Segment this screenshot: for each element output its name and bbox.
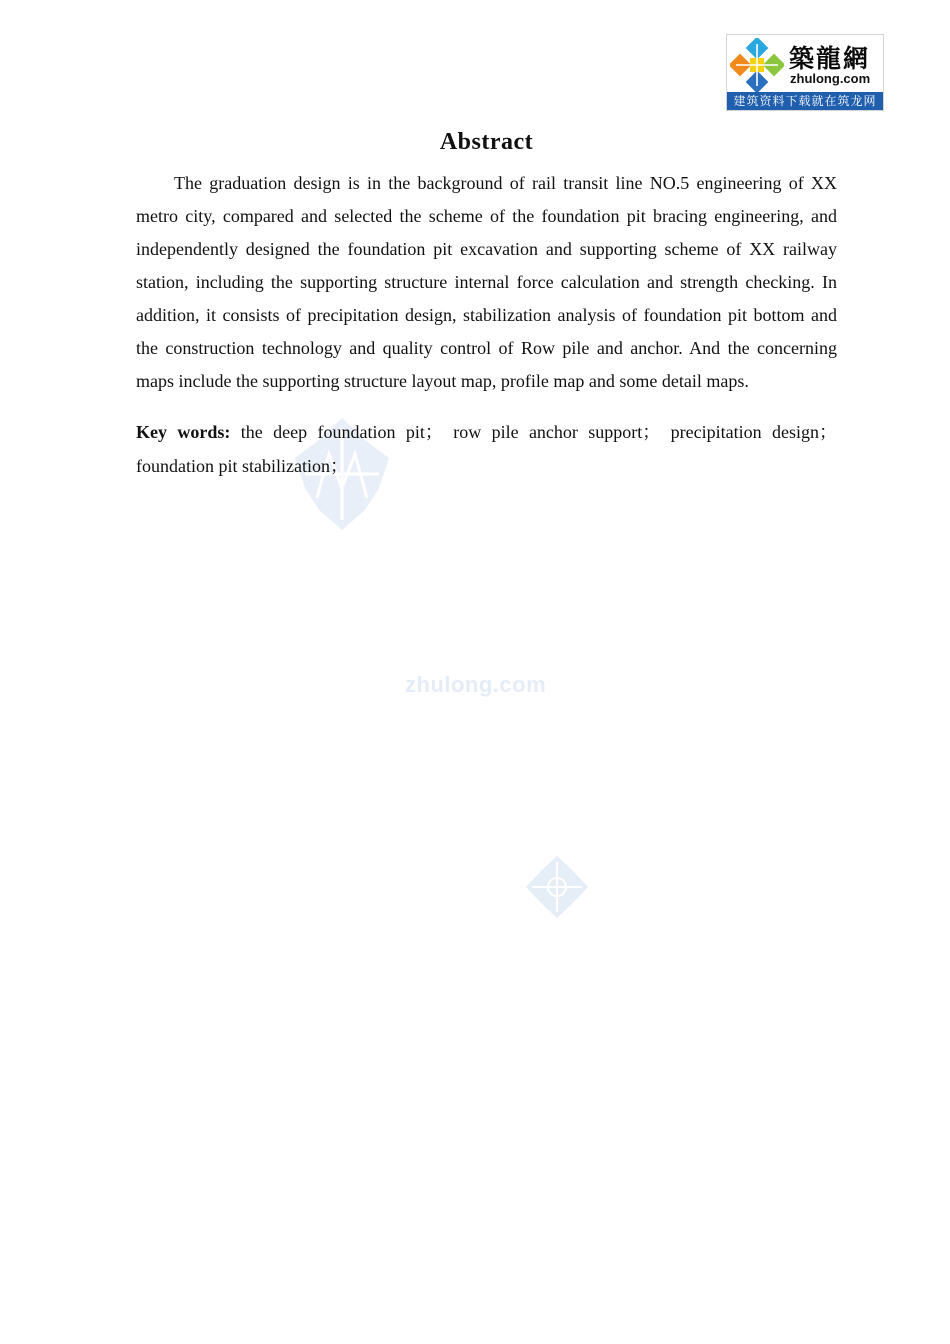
zhulong-flower-icon xyxy=(730,38,784,92)
watermark-flower-small-icon xyxy=(526,856,588,918)
watermark-text: zhulong.com xyxy=(405,672,547,697)
logo-name-english: zhulong.com xyxy=(790,71,871,86)
keywords-text: the deep foundation pit； row pile anchor support； precipitation design；foundation pit stabilization； xyxy=(136,422,837,476)
document-title: Abstract xyxy=(439,129,534,155)
document-body xyxy=(136,126,837,483)
keywords-paragraph xyxy=(136,415,837,483)
logo-name-chinese: 築龍網 xyxy=(789,44,871,73)
keywords-label: Key words: xyxy=(136,422,231,442)
abstract-paragraph: The graduation design is in the background of rail transit line NO.5 engineering of XX metro city, compared and selected the scheme of the foundation pit bracing engineering, and independently designed the foundation pit excavation and supporting scheme of XX railway station, including the supporting structure internal force calculation and strength checking. In addition, it consists of precipitation design, stabilization analysis of foundation pit bottom and the construction technology and quality control of Row pile and anchor. And the concerning maps include the supporting structure layout map, profile map and some detail maps. xyxy=(136,173,837,391)
zhulong-logo xyxy=(726,34,884,111)
logo-slogan: 建筑资料下载就在筑龙网 xyxy=(727,92,883,110)
